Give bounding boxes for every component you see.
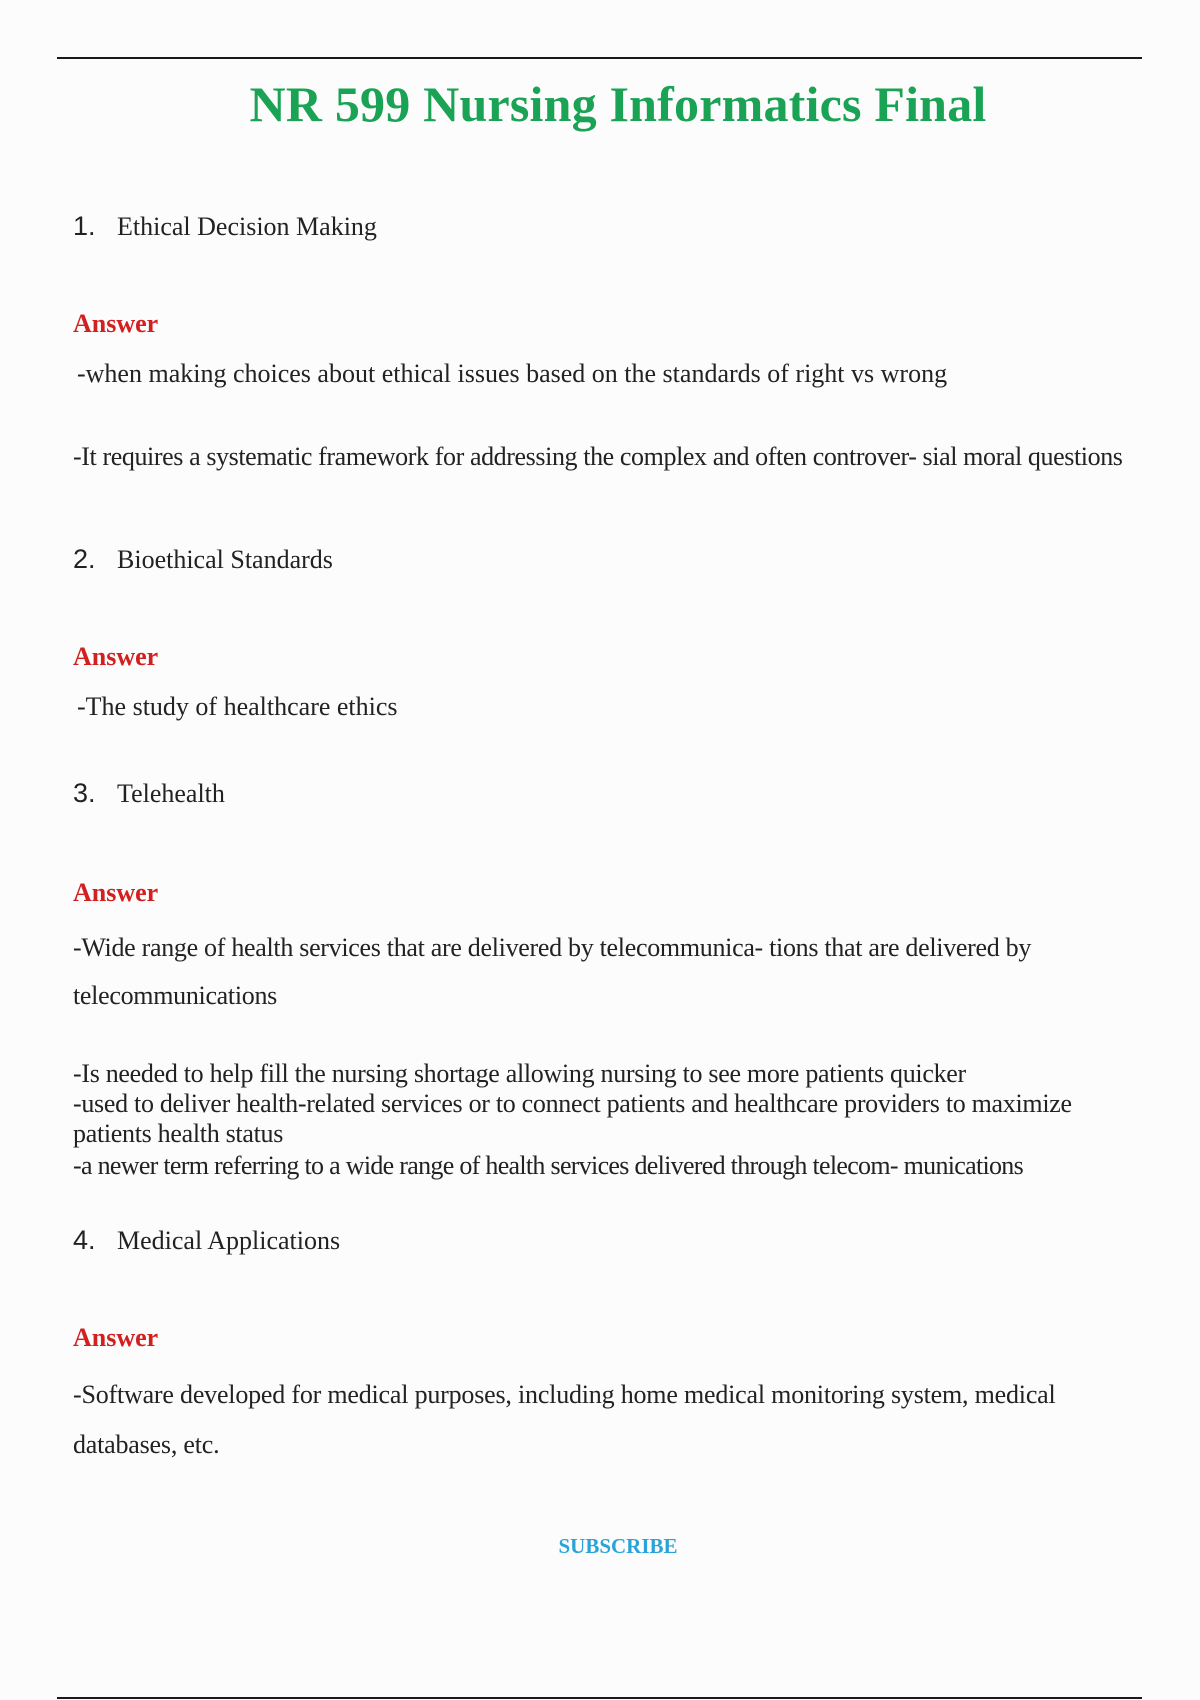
question-number: 4.: [73, 1225, 96, 1255]
answer-3-line-1: -Wide range of health services that are delivered by telecommunica- tions that are delivered by telecommunications: [73, 933, 1032, 1010]
question-term: Telehealth: [117, 779, 225, 808]
top-divider: [57, 57, 1142, 59]
answer-3-line-3: -used to deliver health-related services or to connect patients and healthcare providers to maximize patients health status: [73, 1089, 1072, 1148]
answer-4-line-1: -Software developed for medical purposes, including home medical monitoring system, medical databases, etc.: [73, 1380, 1056, 1459]
document-title: NR 599 Nursing Informatics Final: [249, 76, 987, 132]
answer-3-line-2: -Is needed to help fill the nursing shortage allowing nursing to see more patients quicker: [73, 1059, 966, 1088]
question-term: Medical Applications: [117, 1226, 341, 1255]
question-4: [73, 1224, 340, 1257]
subscribe-link[interactable]: SUBSCRIBE: [558, 1534, 678, 1558]
question-2: [73, 543, 333, 576]
answer-1-line-1: -when making choices about ethical issues based on the standards of right vs wrong: [77, 359, 948, 388]
question-3: [73, 777, 225, 810]
question-number: 3.: [73, 778, 96, 808]
answer-label-1: Answer: [73, 309, 159, 338]
answer-label-2: Answer: [73, 642, 159, 671]
answer-1-line-2: -It requires a systematic framework for addressing the complex and often controver- sial moral questions: [73, 442, 1123, 471]
bottom-divider: [57, 1697, 1142, 1699]
question-number: 1.: [73, 211, 96, 241]
answer-label-3: Answer: [73, 878, 159, 907]
answer-label-4: Answer: [73, 1323, 159, 1352]
question-term: Ethical Decision Making: [117, 212, 377, 241]
answer-3-line-4: -a newer term referring to a wide range of health services delivered through telecom- munications: [73, 1151, 1024, 1180]
question-term: Bioethical Standards: [117, 545, 333, 574]
question-1: [73, 210, 377, 243]
answer-2-line-1: -The study of healthcare ethics: [77, 692, 398, 721]
question-number: 2.: [73, 544, 96, 574]
